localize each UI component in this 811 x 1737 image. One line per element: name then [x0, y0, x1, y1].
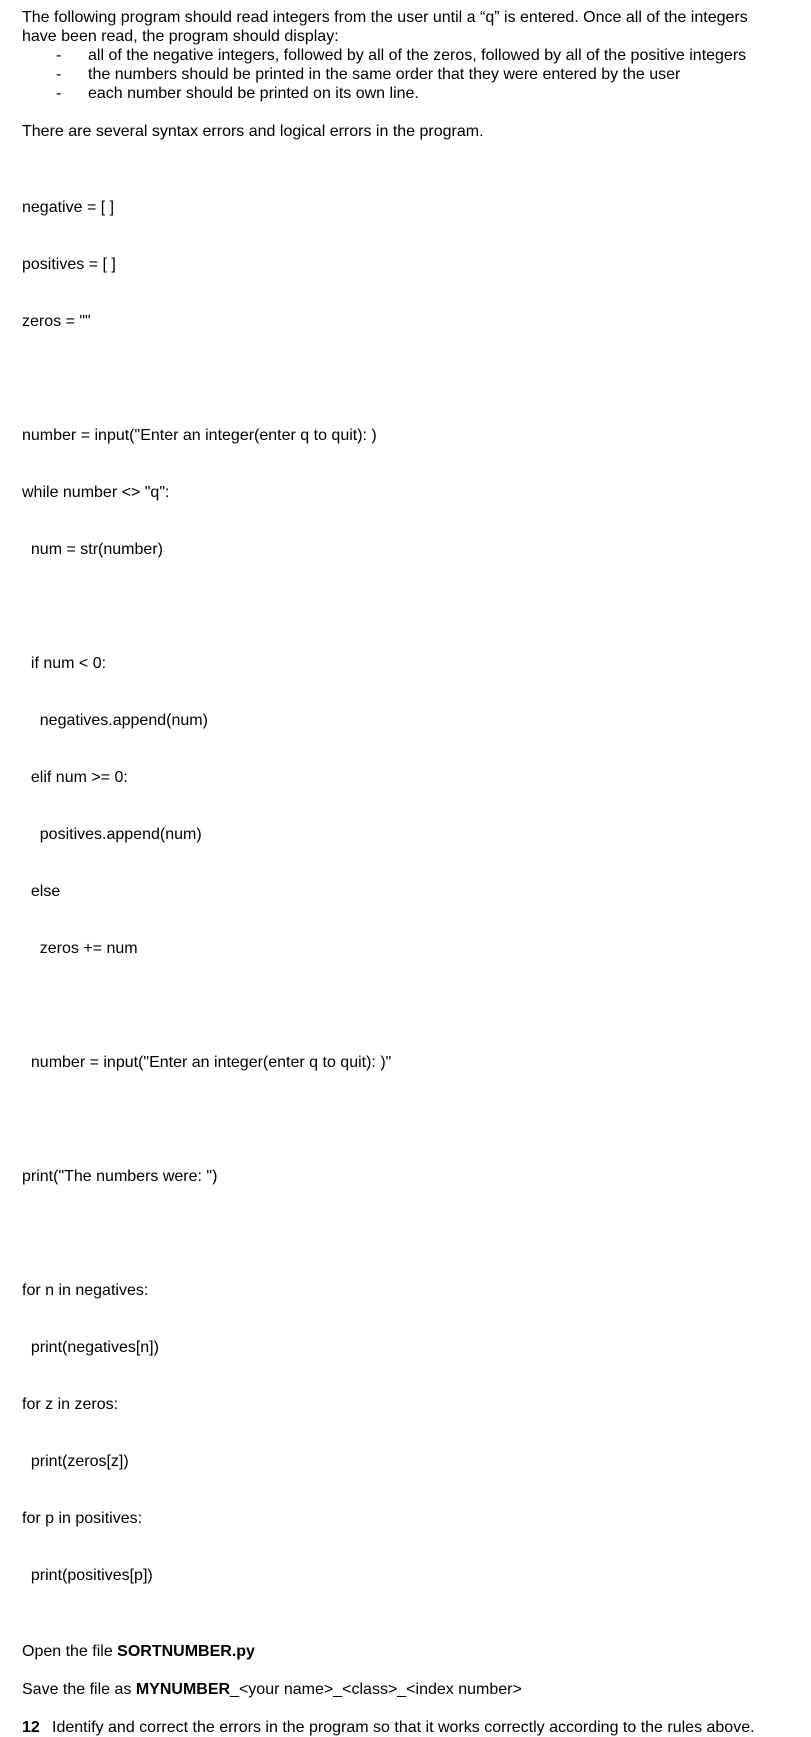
requirement-text: each number should be printed on its own line. [88, 85, 419, 102]
code-block-input-loop [22, 388, 802, 597]
code-line: number = input("Enter an integer(enter q to quit): ) [22, 427, 377, 444]
open-file-instruction [22, 1642, 802, 1661]
code-line: positives.append(num) [22, 826, 202, 843]
save-file-instruction [22, 1680, 802, 1699]
code-block-conditions [22, 616, 802, 996]
code-line: negative = [ ] [22, 199, 115, 216]
code-line: print("The numbers were: ") [22, 1168, 218, 1185]
save-file-name: MYNUMBER [135, 1681, 231, 1698]
dash-bullet: - [56, 85, 62, 102]
requirement-text: the numbers should be printed in the same order that they were entered by the user [88, 66, 681, 83]
question-number: 12 [22, 1719, 40, 1736]
code-line: for z in zeros: [22, 1396, 119, 1413]
code-line: while number <> "q": [22, 484, 170, 501]
code-line: print(positives[p]) [22, 1567, 153, 1584]
errors-note: There are several syntax errors and logical errors in the program. [22, 123, 484, 140]
question-12 [22, 1718, 782, 1737]
requirement-item [22, 46, 778, 65]
question-text: Identify and correct the errors in the program so that it works correctly according to the rules above. [52, 1719, 755, 1736]
requirement-item [22, 65, 778, 84]
code-line: positives = [ ] [22, 256, 116, 273]
open-file-prefix: Open the file [22, 1643, 118, 1660]
requirement-item [22, 84, 778, 103]
code-block-reinput [22, 1015, 802, 1110]
dash-bullet: - [56, 47, 62, 64]
code-line: print(zeros[z]) [22, 1453, 129, 1470]
code-line: if num < 0: [22, 655, 107, 672]
intro-paragraph: The following program should read integers from the user until a “q” is entered. Once all of the integers have been read, the program should display: [22, 9, 748, 45]
save-file-prefix: Save the file as [22, 1681, 136, 1698]
requirements-list [22, 46, 802, 103]
code-block-print-header [22, 1129, 802, 1224]
code-line: else [22, 883, 61, 900]
code-line: for p in positives: [22, 1510, 143, 1527]
code-block-output-loops [22, 1243, 802, 1623]
code-line: zeros = "" [22, 313, 91, 330]
open-file-name: SORTNUMBER.py [117, 1643, 255, 1660]
code-line: negatives.append(num) [22, 712, 208, 729]
requirement-text: all of the negative integers, followed by all of the zeros, followed by all of the positive integers [88, 47, 747, 64]
code-line: zeros += num [22, 940, 138, 957]
code-line: number = input("Enter an integer(enter q to quit): )" [22, 1054, 392, 1071]
document-page [22, 8, 802, 1737]
code-line: elif num >= 0: [22, 769, 128, 786]
code-line: num = str(number) [22, 541, 163, 558]
code-line: print(negatives[n]) [22, 1339, 159, 1356]
dash-bullet: - [56, 66, 62, 83]
code-block-declarations [22, 160, 802, 369]
code-line: for n in negatives: [22, 1282, 149, 1299]
save-file-suffix: _<your name>_<class>_<index number> [230, 1681, 522, 1698]
